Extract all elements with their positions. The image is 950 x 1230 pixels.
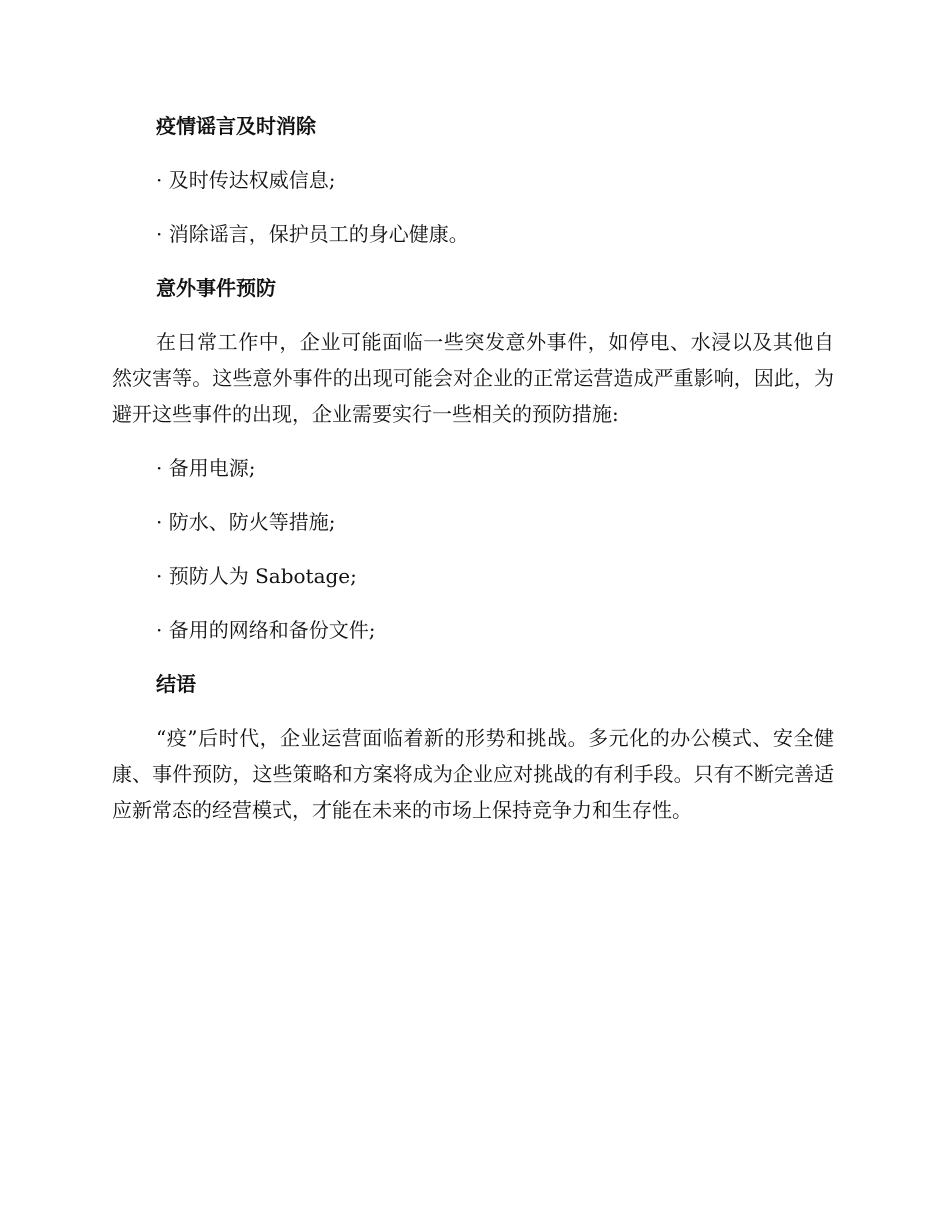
bullet-backup-network: · 备用的网络和备份文件;: [156, 618, 376, 642]
bullet-backup-power: · 备用电源;: [156, 456, 256, 480]
document-body: [112, 108, 834, 846]
bullet-authority-info: · 及时传达权威信息;: [156, 168, 336, 192]
paragraph-accident-prevention: 在日常工作中，企业可能面临一些突发意外事件，如停电、水浸以及其他自然灾害等。这些意外事件的出现可能会对企业的正常运营造成严重影响，因此，为避开这些事件的出现，企业需要实行一些相关的预防措施:: [112, 330, 834, 426]
paragraph-conclusion: “疫”后时代，企业运营面临着新的形势和挑战。多元化的办公模式、安全健康、事件预防，这些策略和方案将成为企业应对挑战的有利手段。只有不断完善适应新常态的经营模式，才能在未来的市场上保持竞争力和生存性。: [112, 726, 834, 822]
bullet-eliminate-rumor: · 消除谣言，保护员工的身心健康。: [156, 222, 469, 246]
section-heading-conclusion: 结语: [156, 672, 196, 696]
section-heading-accident-prevention: 意外事件预防: [156, 276, 276, 300]
bullet-water-fire-measures: · 防水、防火等措施;: [156, 510, 336, 534]
section-heading-rumor: 疫情谣言及时消除: [156, 114, 316, 138]
bullet-prevent-sabotage: · 预防人为 Sabotage;: [156, 564, 357, 588]
